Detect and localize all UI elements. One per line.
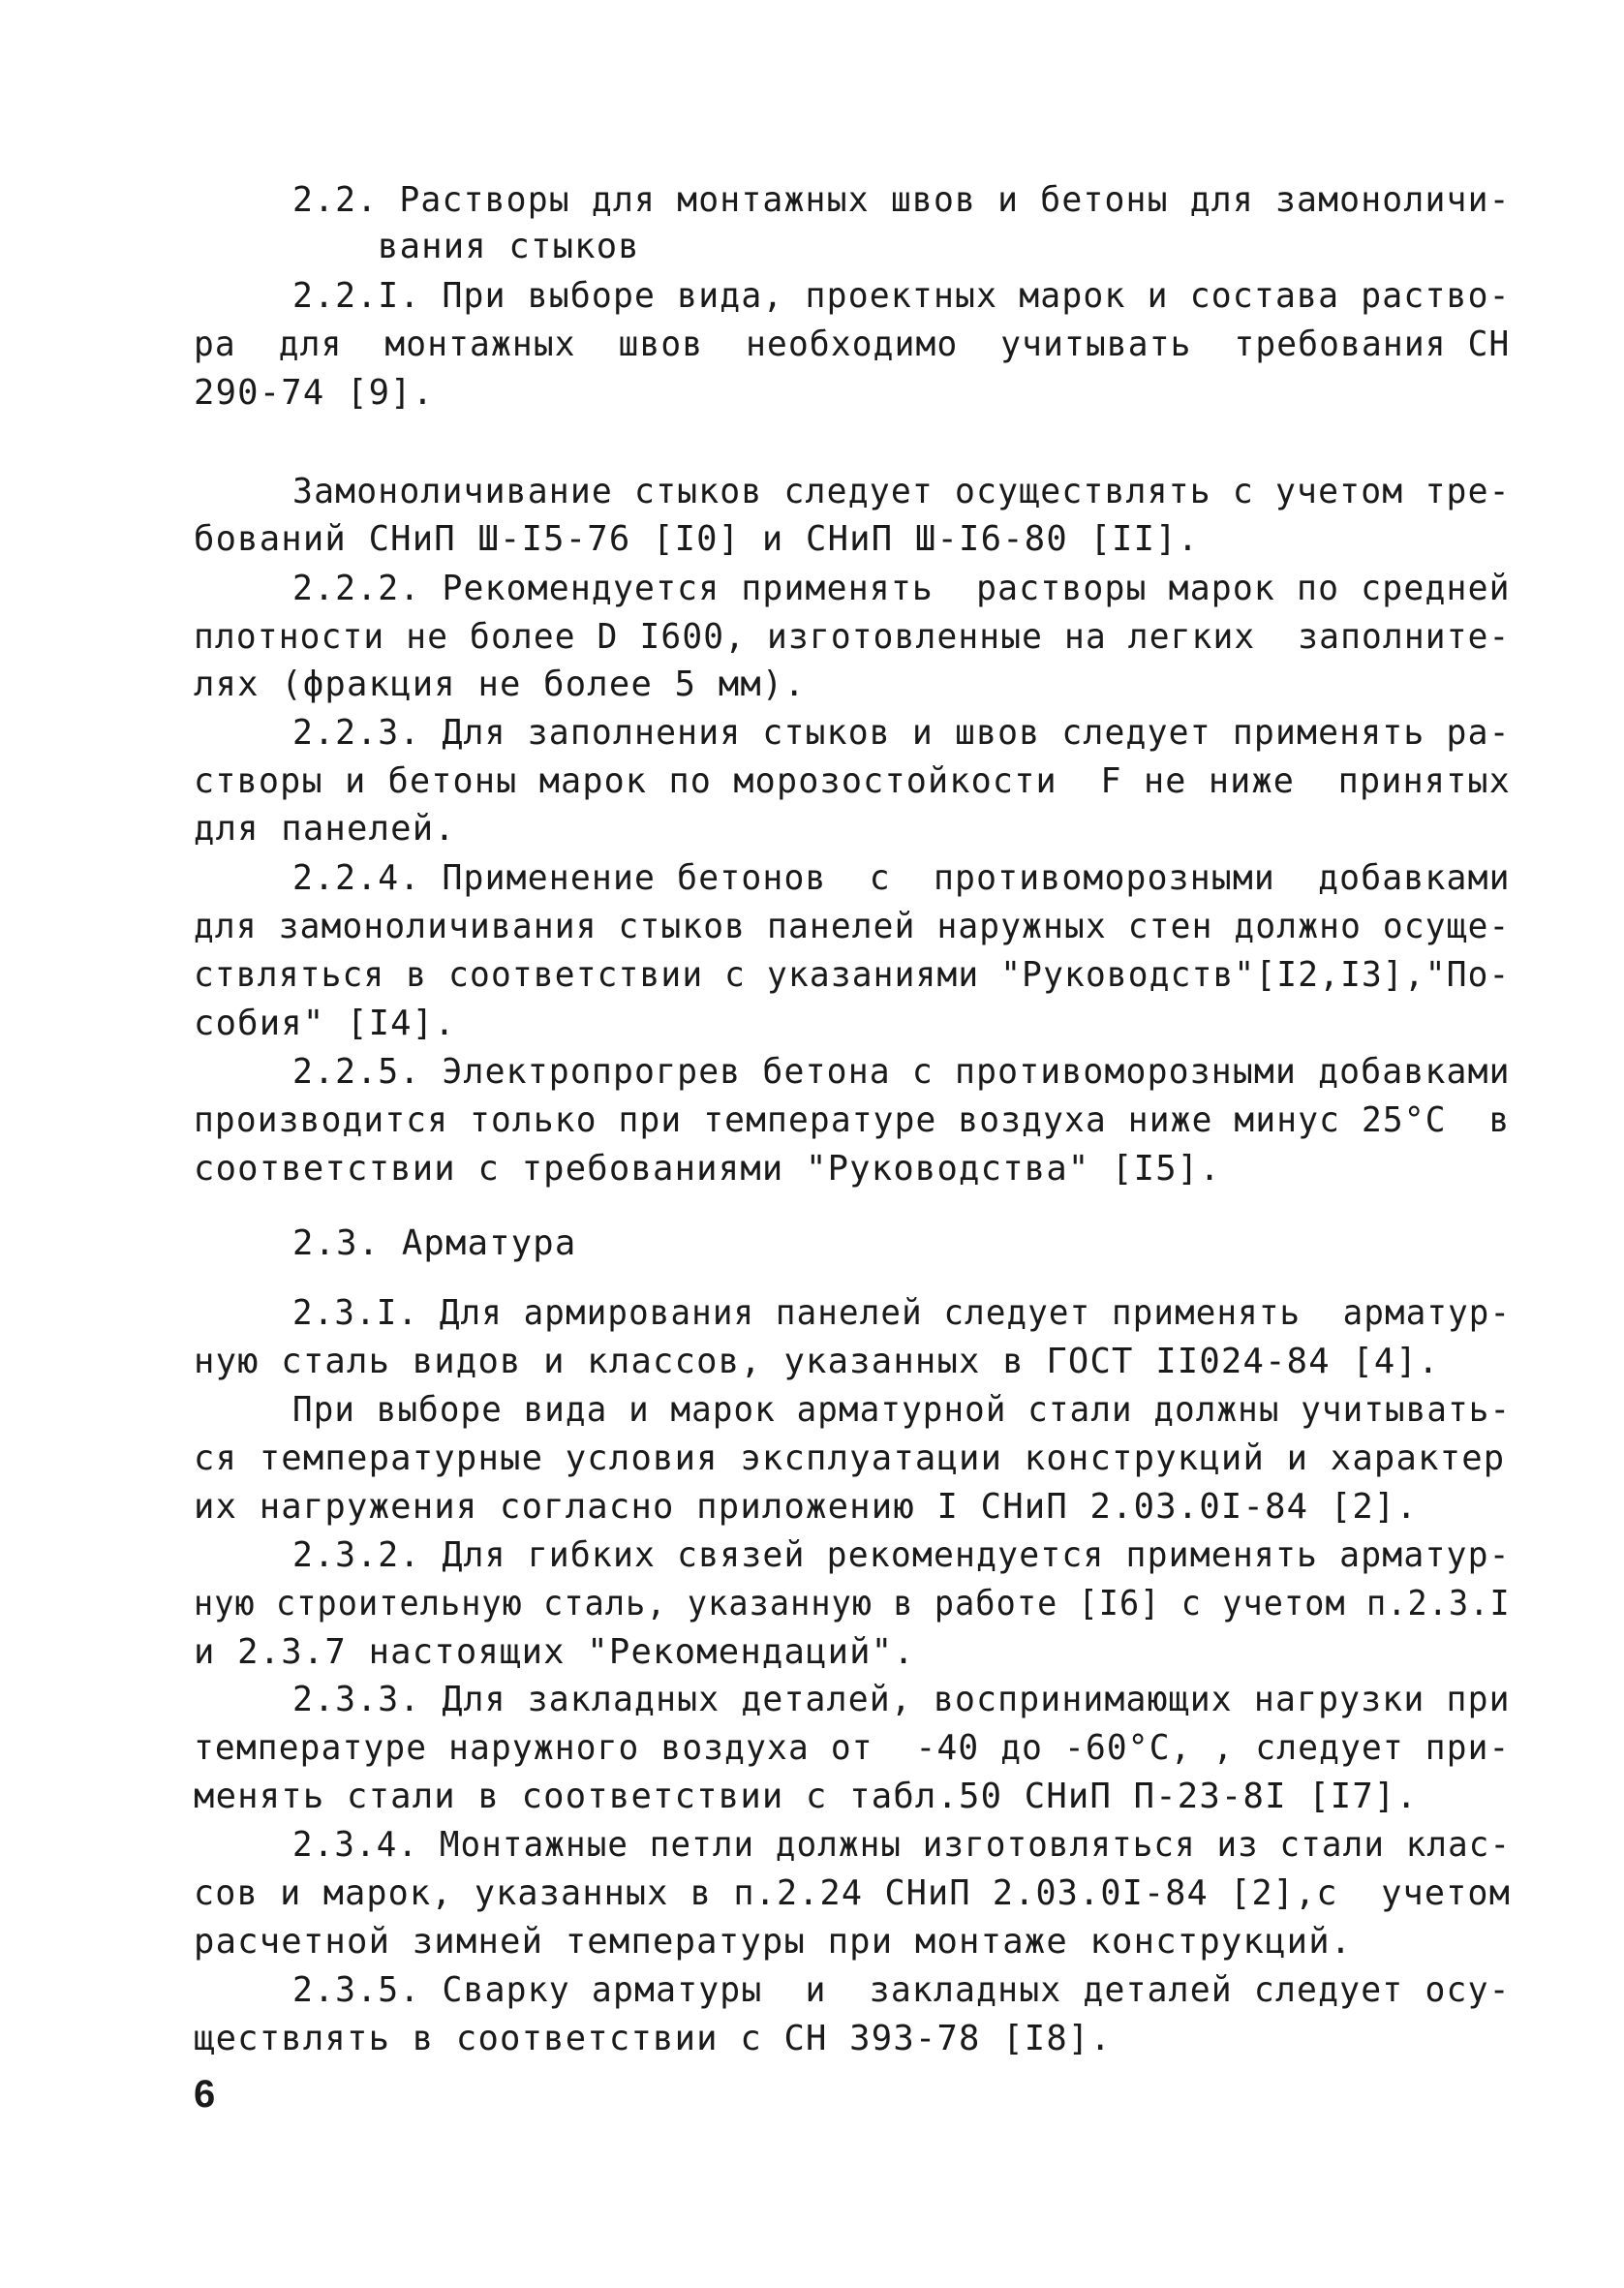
section-heading-2-2: 2.2. Растворы для монтажных швов и бетоны для замоноличи-	[292, 180, 1511, 220]
text-line: расчетной зимней температуры при монтаже конструкций.	[194, 1922, 1353, 1962]
text-line: ра для монтажных швов необходимо учитывать требования СН	[194, 325, 1511, 364]
text-line: сов и марок, указанных в п.2.24 СНиП 2.03.0I-84 [2],с учетом	[194, 1873, 1512, 1913]
text-line: лях (фракция не более 5 мм).	[194, 665, 807, 704]
text-line: производится только при температуре воздуха ниже минус 25°С в	[194, 1100, 1511, 1140]
text-line: собия" [I4].	[194, 1004, 456, 1043]
section-heading-2-3: 2.3. Арматура	[292, 1223, 577, 1263]
text-line: 290-74 [9].	[194, 373, 435, 413]
text-line: и 2.3.7 настоящих "Рекомендаций".	[194, 1632, 915, 1672]
page-number: 6	[194, 2073, 216, 2116]
text-line: ную сталь видов и классов, указанных в ГОСТ II024-84 [4].	[194, 1342, 1440, 1381]
text-line: 2.3.I. Для армирования панелей следует применять арматур-	[292, 1293, 1512, 1333]
text-line: их нагружения согласно приложению I СНиП 2.03.0I-84 [2].	[194, 1487, 1419, 1527]
text-line: бований СНиП Ш-I5-76 [I0] и СНиП Ш-I6-80 [II].	[194, 519, 1200, 559]
text-line: 2.2.3. Для заполнения стыков и швов следует применять ра-	[292, 713, 1511, 753]
text-line: 2.2.4. Применение бетонов с противоморозными добавками	[292, 858, 1511, 898]
text-line: 2.2.I. При выборе вида, проектных марок и состава раство-	[292, 276, 1511, 316]
text-line: 2.3.5. Сварку арматуры и закладных деталей следует осу-	[292, 1970, 1511, 2010]
text-line: ствляться в соответствии с указаниями "Руководств"[I2,I3],"По-	[194, 955, 1511, 995]
text-line: менять стали в соответствии с табл.50 СНиП П-23-8I [I7].	[194, 1777, 1419, 1816]
text-line: вания стыков	[378, 227, 640, 266]
text-line: температуре наружного воздуха от -40 до -60°С, , следует при-	[194, 1728, 1511, 1768]
text-line: 2.3.3. Для закладных деталей, воспринимающих нагрузки при	[292, 1680, 1511, 1719]
text-line: для замоноличивания стыков панелей наружных стен должно осуще-	[194, 907, 1511, 946]
text-line: створы и бетоны марок по морозостойкости F не ниже принятых	[194, 761, 1512, 801]
text-line: Замоноличивание стыков следует осуществлять с учетом тре-	[292, 472, 1511, 511]
text-line: ную строительную сталь, указанную в работе [I6] с учетом п.2.3.I	[194, 1584, 1511, 1623]
text-line: плотности не более D I600, изготовленные на легких заполните-	[194, 617, 1511, 657]
text-line: ся температурные условия эксплуатации конструкций и характер	[194, 1438, 1506, 1478]
text-line: 2.2.2. Рекомендуется применять растворы марок по средней	[292, 569, 1511, 608]
text-line: 2.3.4. Монтажные петли должны изготовляться из стали клас-	[292, 1825, 1512, 1865]
text-line: При выборе вида и марок арматурной стали должны учитывать-	[292, 1390, 1512, 1430]
text-line: ществлять в соответствии с СН 393-78 [I8].	[194, 2019, 1113, 2058]
text-line: соответствии с требованиями "Руководства" [I5].	[194, 1149, 1221, 1189]
text-line: 2.3.2. Для гибких связей рекомендуется применять арматур-	[292, 1535, 1511, 1575]
text-line: 2.2.5. Электропрогрев бетона с противоморозными добавками	[292, 1052, 1511, 1092]
text-line: для панелей.	[194, 809, 456, 849]
